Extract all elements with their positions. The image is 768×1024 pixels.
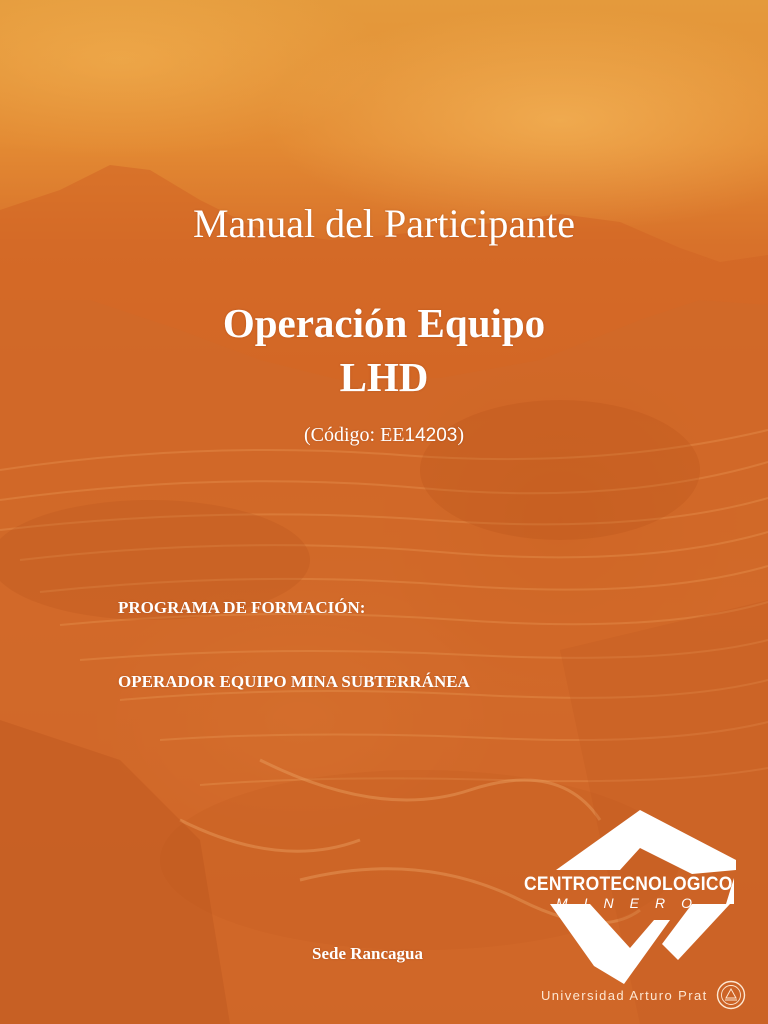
course-code-prefix: (Código: EE [303, 424, 405, 446]
course-title-line-1: Operación Equipo [222, 300, 546, 346]
course-code-number: 14203 [404, 425, 458, 446]
course-title-line-2: LHD [339, 354, 429, 400]
campus-name: Sede Rancagua [312, 944, 423, 963]
logo-subtitle: MINERO [556, 895, 708, 911]
program-name: OPERADOR EQUIPO MINA SUBTERRÁNEA [118, 672, 470, 691]
university-seal-icon [716, 980, 746, 1010]
course-code [0, 421, 768, 450]
university-name: Universidad Arturo Prat [541, 988, 708, 1003]
logo-wordmark: CENTROTECNOLOGICO [524, 874, 733, 895]
document-type-heading: Manual del Participante [192, 201, 576, 246]
course-code-suffix: ) [457, 424, 465, 446]
program-label: PROGRAMA DE FORMACIÓN: [118, 598, 366, 617]
course-title [0, 296, 768, 404]
